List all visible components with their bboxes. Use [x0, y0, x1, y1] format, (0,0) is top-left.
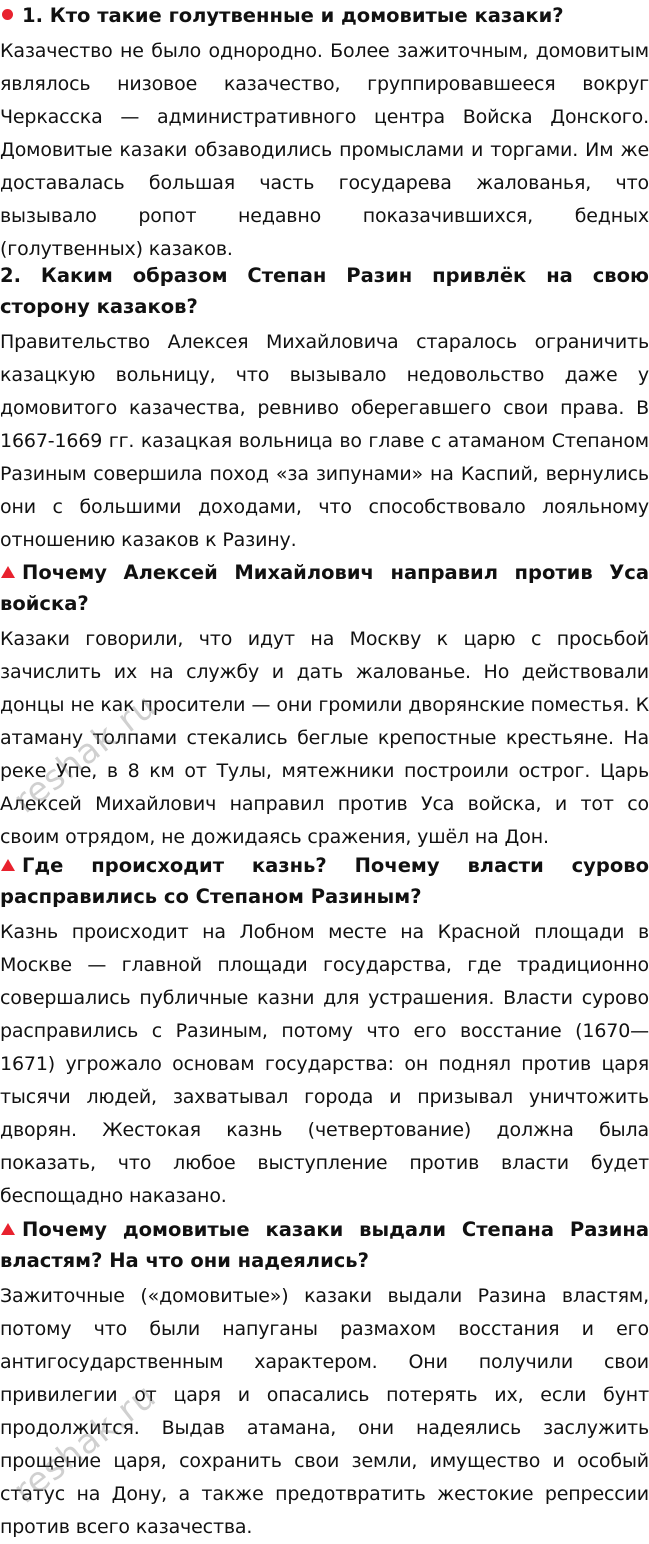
question-1: [0, 0, 649, 266]
question-1-heading: [0, 0, 649, 31]
question-3-title: Почему Алексей Михайлович направил против Уса войска?: [0, 561, 649, 615]
question-2: [0, 260, 649, 557]
triangle-marker-icon: [0, 850, 22, 881]
question-3-heading: [0, 557, 649, 619]
watermark: reshak.ru: [6, 1375, 165, 1512]
question-2-answer: Правительство Алексея Михайловича старалось ограничить казацкую вольницу, что вызывало недовольство даже у домовитого казачества, ревниво оберегавшего свои права. В 1667-1669 гг. казацкая вольница во главе с атаманом Степаном Разиным совершила поход «за зипунами» на Каспий, вернулись они с большими доходами, что способствовало лояльному отношению казаков к Разину.: [0, 331, 649, 551]
question-5-title: Почему домовитые казаки выдали Степана Разина властям? На что они надеялись?: [0, 1218, 649, 1272]
watermark: reshak.ru: [6, 685, 165, 822]
question-5: [0, 1214, 649, 1544]
question-3: [0, 557, 649, 854]
question-2-heading: [0, 260, 649, 322]
triangle-marker-icon: [0, 1214, 22, 1245]
question-3-answer: Казаки говорили, что идут на Москву к царю с просьбой зачислить их на службу и дать жалованье. Но действовали донцы не как просители — они громили дворянские поместья. К атаману толпами стекались беглые крепостные крестьяне. На реке Упе, в 8 км от Тулы, мятежники построили острог. Царь Алексей Михайлович направил против Уса войска, и тот со своим отрядом, не дожидаясь сражения, ушёл на Дон.: [0, 628, 649, 848]
bullet-dot-icon: [0, 0, 22, 31]
question-5-heading: [0, 1214, 649, 1276]
question-5-answer: Зажиточные («домовитые») казаки выдали Разина властям, потому что были напуганы размахом восстания и его антигосударственным характером. Они получили свои привилегии от царя и опасались потерять их, если бунт продолжится. Выдав атамана, они надеялись заслужить прощение царя, сохранить свои земли, имущество и особый статус на Дону, а также предотвратить жестокие репрессии против всего казачества.: [0, 1285, 649, 1538]
question-1-title: 1. Кто такие голутвенные и домовитые казаки?: [22, 4, 564, 27]
question-1-answer: Казачество не было однородно. Более зажиточным, домовитым являлось низовое казачество, группировавшееся вокруг Черкасска — административного центра Войска Донского. Домовитые казаки обзаводились промыслами и торгами. Им же доставалась большая часть государева жалованья, что вызывало ропот недавно показачившихся, бедных (голутвенных) казаков.: [0, 40, 649, 260]
question-4-answer: Казнь происходит на Лобном месте на Красной площади в Москве — главной площади государства, где традиционно совершались публичные казни для устрашения. Власти сурово расправились с Разиным, потому что его восстание (1670—1671) угрожало основам государства: он поднял против царя тысячи людей, захватывал города и призывал уничтожить дворян. Жестокая казнь (четвертование) должна была показать, что любое выступление против власти будет беспощадно наказано.: [0, 921, 649, 1207]
question-4: [0, 850, 649, 1213]
question-2-title: 2. Каким образом Степан Разин привлёк на свою сторону казаков?: [0, 264, 649, 318]
triangle-marker-icon: [0, 557, 22, 588]
question-4-heading: [0, 850, 649, 912]
question-4-title: Где происходит казнь? Почему власти сурово расправились со Степаном Разиным?: [0, 854, 649, 908]
